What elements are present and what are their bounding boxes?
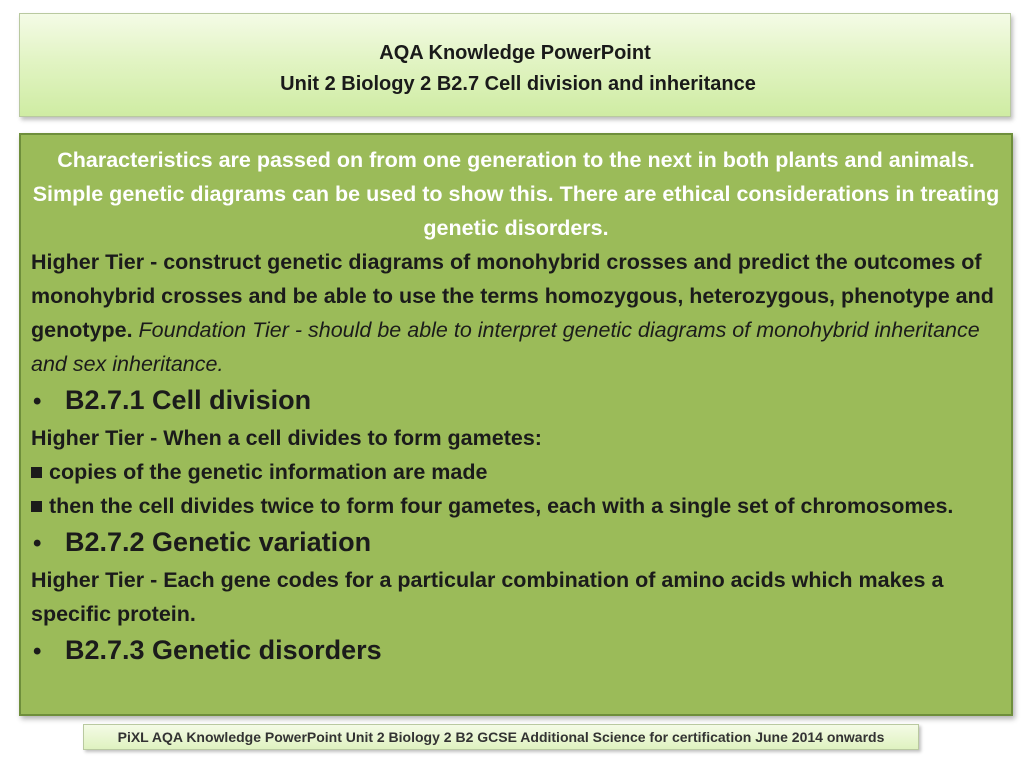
tier-description [31, 245, 1001, 381]
bullet-icon: • [33, 530, 42, 557]
foundation-tier-text: Foundation Tier - should be able to interpret genetic diagrams of monohybrid inheritance and sex inheritance. [31, 318, 980, 376]
content-box [19, 133, 1013, 716]
square-bullet-icon [31, 467, 42, 478]
title-line-1: AQA Knowledge PowerPoint [379, 42, 651, 64]
square-bullet-icon [31, 501, 42, 512]
intro-text: Characteristics are passed on from one generation to the next in both plants and animals. Simple genetic diagrams can be used to show this. There are ethical considerations in treating genetic disorders. [32, 148, 1000, 240]
square-list-item [31, 455, 1001, 489]
title-box [19, 13, 1011, 117]
section-heading-cell-division [31, 381, 1001, 421]
square-item-text: copies of the genetic information are made [49, 460, 488, 484]
section-heading-genetic-disorders [31, 631, 1001, 671]
bullet-icon: • [33, 388, 42, 415]
genetic-variation-higher-tier: Higher Tier - Each gene codes for a particular combination of amino acids which makes a specific protein. [31, 568, 944, 626]
higher-tier-text: Higher Tier - construct genetic diagrams of monohybrid crosses and predict the outcomes of monohybrid crosses and be able to use the terms homozygous, heterozygous, phenotype and genotype. [31, 250, 994, 342]
title-line-2: Unit 2 Biology 2 B2.7 Cell division and inheritance [280, 73, 756, 95]
square-item-text: then the cell divides twice to form four gametes, each with a single set of chromosomes. [49, 494, 954, 518]
square-list-item [31, 489, 1001, 523]
cell-division-higher-tier: Higher Tier - When a cell divides to form gametes: [31, 426, 542, 450]
bullet-icon: • [33, 638, 42, 665]
section-heading-text: B2.7.2 Genetic variation [65, 527, 372, 557]
section-heading-text: B2.7.3 Genetic disorders [65, 635, 382, 665]
footer-text: PiXL AQA Knowledge PowerPoint Unit 2 Biology 2 B2 GCSE Additional Science for certification June 2014 onwards [117, 729, 885, 745]
footer-box [83, 724, 919, 750]
section-heading-text: B2.7.1 Cell division [65, 385, 312, 415]
section-heading-genetic-variation [31, 523, 1001, 563]
